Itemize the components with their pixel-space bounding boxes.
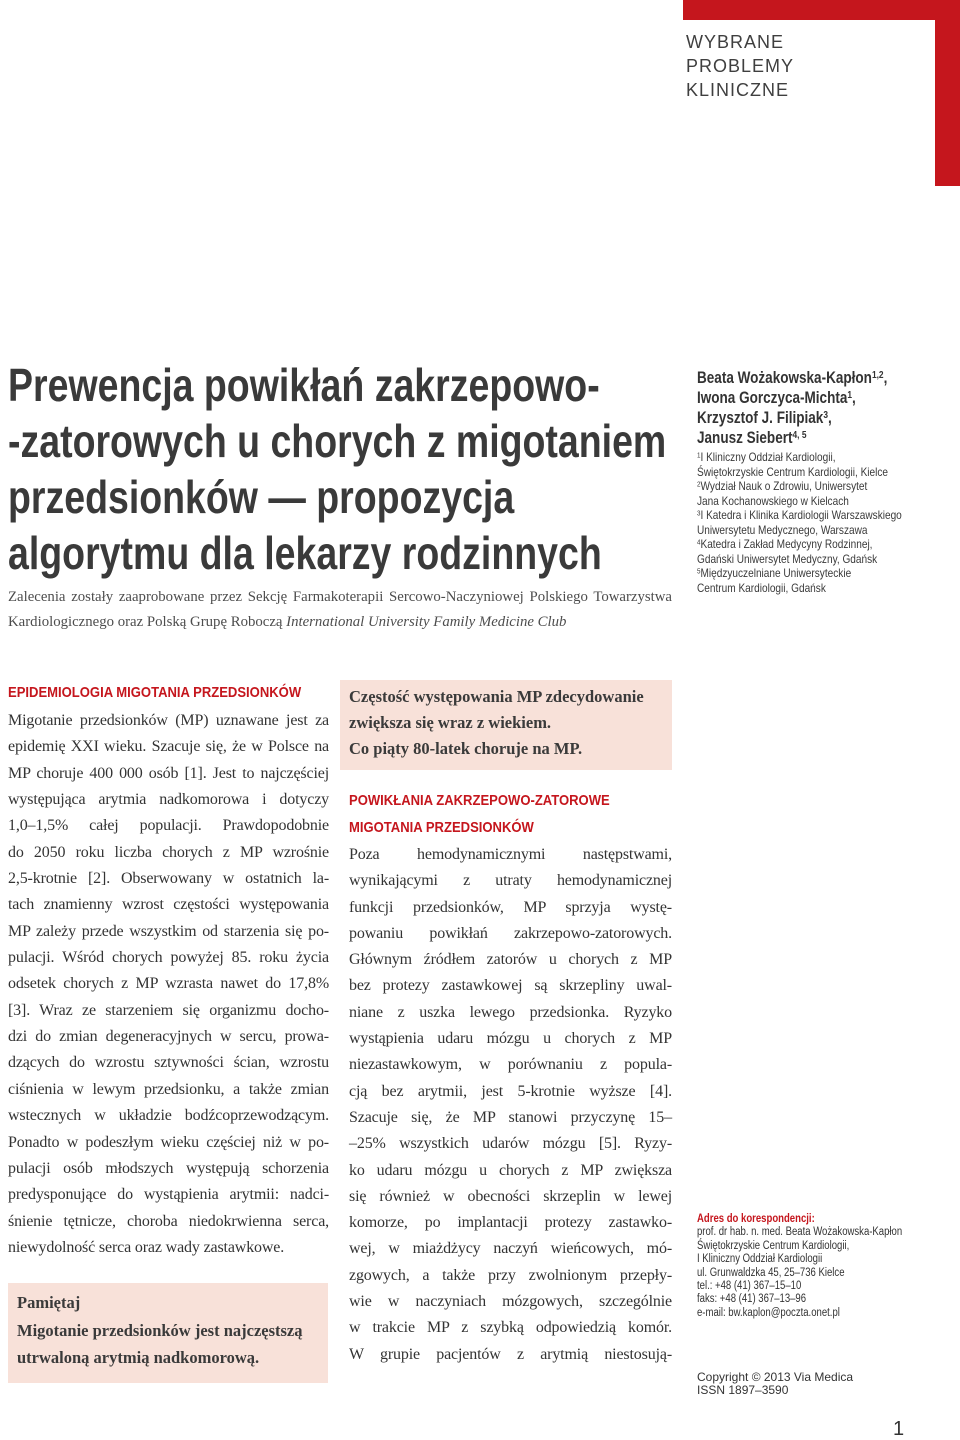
- author-name: Iwona Gorczyca-Michta: [697, 389, 848, 407]
- affiliation-line: [697, 566, 949, 581]
- red-corner-bar-side: [935, 0, 960, 186]
- copyright-block: [697, 1371, 853, 1397]
- section-label: [686, 30, 794, 102]
- affiliation-line: Jana Kochanowskiego w Kielcach: [697, 493, 849, 508]
- author: [697, 408, 943, 428]
- author-affiliation-ref: 1,2: [871, 369, 884, 381]
- affiliation-text: Katedra i Zakład Medycyny Rodzinnej,: [700, 537, 873, 551]
- affiliation-line: [697, 537, 949, 552]
- highlight-box: [340, 680, 672, 770]
- copyright-text: Copyright © 2013 Via Medica: [697, 1370, 854, 1384]
- author: [697, 388, 943, 408]
- body-line: dzących do wzrostu sztywności ścian, wzrostu: [8, 1054, 329, 1072]
- body-line: pulacji. Wśród chorych powyżej 85. roku życia: [8, 949, 329, 967]
- affiliation-line: Gdański Uniwersytet Medyczny, Gdańsk: [697, 551, 878, 566]
- section-label-line: KLINICZNE: [686, 80, 790, 100]
- page-number: 1: [893, 1418, 905, 1440]
- correspondence-line: I Kliniczny Oddział Kardiologii: [697, 1253, 823, 1266]
- section-body-complications: [349, 842, 672, 1368]
- section-heading-text: EPIDEMIOLOGIA MIGOTANIA PRZEDSIONKÓW: [8, 684, 302, 701]
- correspondence-email: e-mail: bw.kaplon@poczta.onet.pl: [697, 1306, 840, 1319]
- highlight-box-line: zwiększa się wraz z wiekiem.: [349, 713, 552, 732]
- section-body-epidemiology: [8, 708, 329, 1261]
- author: [697, 368, 943, 388]
- body-line: cją bez arytmii, jest 5-krotnie wyższe [4].: [349, 1082, 672, 1100]
- red-corner-bar-top: [683, 0, 960, 20]
- affiliation-line: Centrum Kardiologii, Gdańsk: [697, 580, 826, 595]
- body-line: wynikającymi z utraty hemodynamicznej: [349, 872, 672, 890]
- affiliation-number: 4: [697, 537, 701, 547]
- affiliation-line: Uniwersytetu Medycznego, Warszawa: [697, 522, 868, 537]
- correspondence-line: tel.: +48 (41) 367–15–10: [697, 1279, 802, 1292]
- body-line: Szacuje się, że MP stanowi przyczynę 15–: [349, 1108, 672, 1126]
- body-line: w trakcie MP z szybką odpowiedzią komór.: [349, 1319, 672, 1337]
- correspondence-line: prof. dr hab. n. med. Beata Wożakowska-Kapłon: [697, 1226, 903, 1239]
- body-line: Głównym źródłem zatorów u chorych z MP: [349, 951, 672, 969]
- author-affiliation-ref: 4, 5: [792, 429, 807, 441]
- affiliation-list: [697, 450, 949, 595]
- correspondence-line: faks: +48 (41) 367–13–96: [697, 1293, 807, 1306]
- body-line: –25% wszystkich udarów mózgu [5]. Ryzy-: [349, 1135, 672, 1153]
- body-line: predysponujące do wystąpienia arytmii: nadci-: [8, 1186, 329, 1204]
- article-subtitle: [8, 585, 672, 635]
- body-line: się również w obecności skrzeplin w lewej: [349, 1187, 672, 1205]
- body-line: ciśnienia w lewym przedsionku, a także zmian: [8, 1080, 329, 1098]
- body-line: komorze, po implantacji protezy zastawko-: [349, 1214, 672, 1232]
- author-list: [697, 368, 943, 448]
- body-line: wej, w miażdżycy naczyń wieńcowych, mó-: [349, 1240, 672, 1258]
- affiliation-text: I Kliniczny Oddział Kardiologii,: [700, 450, 836, 464]
- body-line: W grupie pacjentów z arytmią niestosują-: [349, 1345, 672, 1363]
- body-line: wie w naczyniach mózgowych, szczególnie: [349, 1293, 672, 1311]
- title-line: Prewencja powikłań zakrzepowo-: [8, 359, 600, 411]
- remember-box-label: Pamiętaj: [17, 1293, 81, 1312]
- author-name: Krzysztof J. Filipiak: [697, 409, 824, 427]
- issn-text: ISSN 1897–3590: [697, 1383, 789, 1397]
- section-heading-text: POWIKŁANIA ZAKRZEPOWO-ZATOROWE: [349, 792, 610, 809]
- body-line: śnienie tętnicze, choroba niedokrwienna serca,: [8, 1212, 329, 1230]
- remember-box-line: utrwaloną arytmią nadkomorową.: [17, 1348, 260, 1367]
- author-affiliation-ref: 1: [847, 389, 853, 401]
- affiliation-number: 2: [697, 479, 701, 489]
- body-line: funkcji przedsionków, MP sprzyja wystę-: [349, 898, 672, 916]
- body-line: 1,0–1,5% całej populacji. Prawdopodobnie: [8, 817, 329, 835]
- author-affiliation-ref: 3: [823, 409, 828, 421]
- author-separator: ,: [827, 409, 832, 427]
- body-line: epidemię XXI wieku. Szacuje się, że w Polsce na: [8, 738, 329, 756]
- body-line: Migotanie przedsionków (MP) uznawane jest za: [8, 712, 329, 729]
- remember-box-line: Migotanie przedsionków jest najczęstszą: [17, 1320, 303, 1340]
- correspondence-line: Świętokrzyskie Centrum Kardiologii,: [697, 1239, 850, 1252]
- remember-box: [8, 1283, 328, 1383]
- title-line: algorytmu dla lekarzy rodzinnych: [8, 527, 602, 579]
- correspondence-address: [697, 1213, 946, 1320]
- article-title: [8, 357, 676, 581]
- author-separator: ,: [852, 389, 856, 407]
- affiliation-text: Międzyuczelniane Uniwersyteckie: [700, 566, 852, 580]
- affiliation-number: 3: [697, 508, 701, 518]
- body-line: MP choruje 400 000 osób [1]. Jest to najczęściej: [8, 764, 329, 782]
- affiliation-line: [697, 508, 949, 523]
- body-line: tach znamienny wzrost częstości występowania: [8, 896, 329, 914]
- body-line: Ponadto w podeszłym wieku częściej niż w po-: [8, 1133, 329, 1151]
- body-line: MP zależy przede wszystkim od starzenia się po-: [8, 922, 329, 940]
- correspondence-heading: Adres do korespondencji:: [697, 1213, 815, 1225]
- section-label-line: PROBLEMY: [686, 56, 795, 76]
- body-line: występująca arytmia nadkomorowa i dotyczy: [8, 791, 329, 809]
- body-line: ko udaru mózgu u chorych z MP zwiększa: [349, 1161, 672, 1179]
- body-line: powaniu powikłań zakrzepowo-zatorowych.: [349, 924, 672, 942]
- affiliation-number: 5: [697, 566, 701, 576]
- subtitle-text: Kardiologicznego oraz Polską Grupę Roboczą: [8, 614, 287, 630]
- section-heading-line: [349, 814, 649, 841]
- body-line: bez protezy zastawkowej są skrzepliny uwal-: [349, 977, 672, 995]
- body-line: wystąpienia udaru mózgu u chorych z MP: [349, 1030, 672, 1048]
- body-line: dzi do zmian degeneracyjnych w sercu, prowa-: [8, 1028, 329, 1046]
- title-line: -zatorowych u chorych z migotaniem: [8, 415, 667, 467]
- body-line: pulacji osób młodszych występują schorzenia: [8, 1159, 329, 1177]
- section-label-line: WYBRANE: [686, 32, 785, 52]
- section-heading-line: [349, 787, 649, 814]
- section-heading-epidemiology: [8, 684, 345, 702]
- body-line: odsetek chorych z MP wzrasta nawet do 17,8%: [8, 975, 329, 993]
- author-name: Beata Wożakowska-Kapłon: [697, 369, 872, 387]
- body-line: wstecznych w układzie bodźcoprzewodzącym.: [8, 1107, 329, 1125]
- body-line: Poza hemodynamicznymi następstwami,: [349, 846, 672, 863]
- body-line: niezastawkowym, w porównaniu z popula-: [349, 1056, 672, 1074]
- body-line: [3]. Wraz ze starzeniem się organizmu docho-: [8, 1001, 329, 1019]
- affiliation-text: Wydział Nauk o Zdrowiu, Uniwersytet: [700, 479, 868, 493]
- affiliation-line: [697, 479, 949, 494]
- author: [697, 428, 943, 448]
- author-separator: ,: [883, 369, 888, 387]
- correspondence-line: ul. Grunwaldzka 45, 25–736 Kielce: [697, 1266, 845, 1279]
- author-name: Janusz Siebert: [697, 429, 793, 447]
- title-line: przedsionków — propozycja: [8, 471, 515, 523]
- body-line: zgowych, a także przy zwolnionym przepły-: [349, 1266, 672, 1284]
- affiliation-text: I Katedra i Klinika Kardiologii Warszawskiego: [700, 508, 902, 522]
- affiliation-line: Świętokrzyskie Centrum Kardiologii, Kielce: [697, 464, 889, 479]
- subtitle-italic-text: International University Family Medicine Club: [286, 614, 567, 630]
- highlight-box-line: Co piąty 80-latek choruje na MP.: [349, 739, 583, 758]
- body-line: 2,5-krotnie [2]. Obserwowany w ostatnich la-: [8, 870, 329, 888]
- body-line: niane z uszka lewego przedsionka. Ryzyko: [349, 1003, 672, 1021]
- subtitle-line: Zalecenia zostały zaaprobowane przez Sekcję Farmakoterapii Sercowo-Naczyniowej Polskiego Towarzystwa: [8, 589, 672, 605]
- body-line: do 2050 roku liczba chorych z MP wzrośnie: [8, 843, 329, 861]
- body-line: niewydolność serca oraz wady zastawkowe.: [8, 1238, 285, 1256]
- section-heading-complications: [349, 787, 649, 841]
- affiliation-number: 1: [697, 450, 701, 460]
- section-heading-text: MIGOTANIA PRZEDSIONKÓW: [349, 819, 534, 836]
- highlight-box-line: Częstość występowania MP zdecydowanie: [349, 687, 644, 706]
- subtitle-line: [8, 610, 672, 635]
- affiliation-line: [697, 450, 949, 465]
